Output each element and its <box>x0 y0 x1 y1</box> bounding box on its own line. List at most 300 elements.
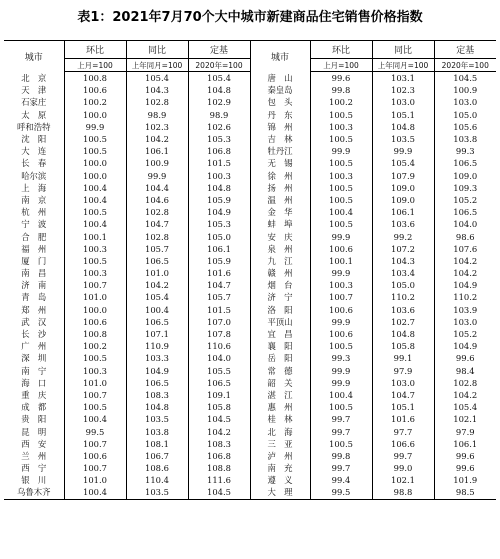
fixed-value-left: 106.8 <box>188 450 250 462</box>
table-row <box>4 401 496 413</box>
fixed-value-right: 103.9 <box>434 304 496 316</box>
fixed-value-left: 106.8 <box>188 145 250 157</box>
yoy-value-right: 105.1 <box>372 401 434 413</box>
table-row <box>4 328 496 340</box>
fixed-value-right: 99.3 <box>434 145 496 157</box>
fixed-value-right: 105.2 <box>434 328 496 340</box>
city-name-right: 湛 江 <box>250 389 310 401</box>
city-name-left: 兰 州 <box>21 450 47 461</box>
fixed-header-right: 定基 <box>434 41 496 59</box>
table-row <box>4 170 496 182</box>
city-name-right: 徐 州 <box>250 170 310 182</box>
table-row <box>4 194 496 206</box>
mom-subheader-right: 上月=100 <box>310 59 372 72</box>
mom-subheader-left: 上月=100 <box>64 59 126 72</box>
yoy-value-right: 106.6 <box>372 438 434 450</box>
yoy-value-right: 104.8 <box>372 328 434 340</box>
table-row <box>4 218 496 230</box>
mom-value-left: 100.4 <box>64 413 126 425</box>
yoy-value-left: 108.3 <box>126 389 188 401</box>
yoy-value-right: 103.6 <box>372 304 434 316</box>
city-name-left: 西 安 <box>21 438 47 449</box>
city-name-left: 南 宁 <box>21 365 47 376</box>
fixed-value-right: 102.1 <box>434 413 496 425</box>
fixed-subheader-right: 2020年=100 <box>434 59 496 72</box>
table-row <box>4 450 496 462</box>
yoy-header-right: 同比 <box>372 41 434 59</box>
fixed-value-left: 105.3 <box>188 133 250 145</box>
fixed-value-right: 98.4 <box>434 365 496 377</box>
table-row <box>4 145 496 157</box>
yoy-value-left: 105.4 <box>126 291 188 303</box>
city-name-left: 大 连 <box>21 146 47 157</box>
mom-value-left: 100.0 <box>64 170 126 182</box>
fixed-value-left: 105.0 <box>188 230 250 242</box>
fixed-value-left: 106.1 <box>188 243 250 255</box>
table-row <box>4 462 496 474</box>
yoy-value-right: 98.8 <box>372 486 434 499</box>
fixed-value-left: 101.5 <box>188 304 250 316</box>
yoy-value-right: 110.2 <box>372 291 434 303</box>
fixed-value-left: 105.8 <box>188 401 250 413</box>
table-row <box>4 182 496 194</box>
yoy-value-right: 103.0 <box>372 96 434 108</box>
city-name-left: 贵 阳 <box>21 414 47 425</box>
mom-value-right: 99.7 <box>310 462 372 474</box>
yoy-value-left: 104.4 <box>126 182 188 194</box>
city-name-left: 银 川 <box>21 475 47 486</box>
mom-value-left: 100.5 <box>64 255 126 267</box>
mom-value-right: 99.9 <box>310 365 372 377</box>
fixed-value-left: 105.7 <box>188 291 250 303</box>
mom-value-right: 100.6 <box>310 328 372 340</box>
fixed-value-right: 100.9 <box>434 84 496 96</box>
yoy-value-left: 106.7 <box>126 450 188 462</box>
yoy-value-left: 110.4 <box>126 474 188 486</box>
city-name-right: 韶 关 <box>250 377 310 389</box>
mom-value-left: 100.4 <box>64 182 126 194</box>
fixed-value-right: 106.5 <box>434 157 496 169</box>
mom-value-right: 100.5 <box>310 157 372 169</box>
mom-value-right: 99.9 <box>310 267 372 279</box>
city-name-right: 无 锡 <box>250 157 310 169</box>
city-name-left: 上 海 <box>21 182 47 193</box>
mom-value-right: 99.5 <box>310 486 372 499</box>
city-name-right: 三 亚 <box>250 438 310 450</box>
fixed-value-left: 108.3 <box>188 438 250 450</box>
fixed-value-right: 97.9 <box>434 425 496 437</box>
mom-value-left: 100.5 <box>64 352 126 364</box>
mom-value-left: 100.3 <box>64 243 126 255</box>
table-row <box>4 438 496 450</box>
city-name-left: 广 州 <box>21 341 47 352</box>
fixed-value-right: 103.0 <box>434 96 496 108</box>
fixed-value-right: 104.2 <box>434 255 496 267</box>
mom-value-right: 100.2 <box>310 96 372 108</box>
city-name-left: 厦 门 <box>21 255 47 266</box>
yoy-value-left: 105.4 <box>126 72 188 85</box>
fixed-value-left: 105.9 <box>188 194 250 206</box>
fixed-value-left: 104.7 <box>188 279 250 291</box>
yoy-value-right: 99.7 <box>372 450 434 462</box>
fixed-value-left: 105.9 <box>188 255 250 267</box>
mom-value-left: 100.5 <box>64 133 126 145</box>
fixed-value-right: 103.8 <box>434 133 496 145</box>
mom-value-left: 101.0 <box>64 474 126 486</box>
fixed-value-left: 104.8 <box>188 84 250 96</box>
yoy-value-right: 105.0 <box>372 279 434 291</box>
yoy-value-right: 109.0 <box>372 194 434 206</box>
yoy-value-right: 106.1 <box>372 206 434 218</box>
yoy-value-left: 105.7 <box>126 243 188 255</box>
mom-value-right: 100.5 <box>310 182 372 194</box>
mom-value-left: 99.9 <box>64 121 126 133</box>
fixed-value-left: 101.5 <box>188 157 250 169</box>
mom-value-right: 100.7 <box>310 291 372 303</box>
table-row <box>4 96 496 108</box>
fixed-value-right: 104.5 <box>434 72 496 85</box>
yoy-subheader-left: 上年同月=100 <box>126 59 188 72</box>
yoy-value-right: 99.1 <box>372 352 434 364</box>
yoy-value-left: 104.3 <box>126 84 188 96</box>
city-name-left: 沈 阳 <box>21 134 47 145</box>
city-name-right: 蚌 埠 <box>250 218 310 230</box>
fixed-value-left: 105.4 <box>188 72 250 85</box>
yoy-value-left: 102.8 <box>126 206 188 218</box>
fixed-value-right: 102.8 <box>434 377 496 389</box>
yoy-value-left: 103.5 <box>126 413 188 425</box>
mom-value-right: 99.4 <box>310 474 372 486</box>
city-name-right: 桂 林 <box>250 413 310 425</box>
mom-value-left: 100.1 <box>64 230 126 242</box>
city-name-right: 平顶山 <box>250 316 310 328</box>
city-name-left: 重 庆 <box>21 389 47 400</box>
fixed-value-left: 104.0 <box>188 352 250 364</box>
yoy-value-right: 104.7 <box>372 389 434 401</box>
fixed-value-right: 104.9 <box>434 279 496 291</box>
fixed-header-left: 定基 <box>188 41 250 59</box>
city-name-right: 大 理 <box>250 486 310 499</box>
mom-value-left: 100.5 <box>64 401 126 413</box>
yoy-value-left: 98.9 <box>126 109 188 121</box>
yoy-value-left: 102.3 <box>126 121 188 133</box>
fixed-value-left: 111.6 <box>188 474 250 486</box>
mom-value-right: 99.9 <box>310 230 372 242</box>
city-name-right: 锦 州 <box>250 121 310 133</box>
city-name-left: 南 昌 <box>21 268 47 279</box>
mom-value-right: 99.6 <box>310 72 372 85</box>
table-row <box>4 84 496 96</box>
fixed-value-left: 109.1 <box>188 389 250 401</box>
mom-header-left: 环比 <box>64 41 126 59</box>
yoy-value-left: 106.5 <box>126 377 188 389</box>
city-name-right: 泉 州 <box>250 243 310 255</box>
city-name-left: 昆 明 <box>21 426 47 437</box>
mom-value-right: 100.3 <box>310 170 372 182</box>
fixed-value-right: 107.6 <box>434 243 496 255</box>
fixed-value-right: 105.6 <box>434 121 496 133</box>
city-name-left: 武 汉 <box>21 316 47 327</box>
mom-value-right: 100.5 <box>310 340 372 352</box>
city-name-right: 吉 林 <box>250 133 310 145</box>
table-row <box>4 291 496 303</box>
price-index-table <box>4 40 496 500</box>
fixed-value-left: 108.8 <box>188 462 250 474</box>
yoy-value-right: 97.9 <box>372 365 434 377</box>
mom-value-right: 99.9 <box>310 316 372 328</box>
mom-value-left: 100.2 <box>64 96 126 108</box>
table-row <box>4 72 496 85</box>
city-name-right: 包 头 <box>250 96 310 108</box>
fixed-value-right: 98.6 <box>434 230 496 242</box>
fixed-value-left: 105.5 <box>188 365 250 377</box>
city-name-left: 太 原 <box>21 109 47 120</box>
fixed-value-left: 102.6 <box>188 121 250 133</box>
city-name-left: 石家庄 <box>21 97 47 108</box>
mom-value-left: 100.3 <box>64 365 126 377</box>
mom-value-left: 101.0 <box>64 291 126 303</box>
city-name-left: 深 圳 <box>21 353 47 364</box>
table-row <box>4 425 496 437</box>
table-row <box>4 133 496 145</box>
mom-value-left: 100.8 <box>64 72 126 85</box>
yoy-value-left: 104.7 <box>126 218 188 230</box>
yoy-value-left: 103.5 <box>126 486 188 499</box>
city-name-right: 赣 州 <box>250 267 310 279</box>
city-name-right: 牡丹江 <box>250 145 310 157</box>
mom-value-left: 100.0 <box>64 109 126 121</box>
mom-value-right: 99.8 <box>310 450 372 462</box>
mom-value-left: 100.5 <box>64 145 126 157</box>
mom-value-left: 101.0 <box>64 377 126 389</box>
fixed-value-left: 101.6 <box>188 267 250 279</box>
fixed-value-right: 104.0 <box>434 218 496 230</box>
city-name-left: 郑 州 <box>21 304 47 315</box>
mom-value-right: 100.4 <box>310 206 372 218</box>
fixed-value-right: 99.6 <box>434 450 496 462</box>
fixed-value-right: 101.9 <box>434 474 496 486</box>
table-row <box>4 109 496 121</box>
city-name-left: 天 津 <box>21 85 47 96</box>
city-name-left: 青 岛 <box>21 292 47 303</box>
mom-value-right: 99.7 <box>310 413 372 425</box>
mom-value-left: 100.7 <box>64 389 126 401</box>
yoy-value-left: 104.8 <box>126 401 188 413</box>
table-row <box>4 486 496 499</box>
mom-value-right: 99.7 <box>310 425 372 437</box>
mom-value-right: 100.6 <box>310 243 372 255</box>
city-name-right: 宜 昌 <box>250 328 310 340</box>
table-row <box>4 340 496 352</box>
yoy-value-left: 101.0 <box>126 267 188 279</box>
fixed-value-right: 104.9 <box>434 340 496 352</box>
city-name-left: 长 沙 <box>21 329 47 340</box>
city-name-left: 海 口 <box>21 377 47 388</box>
mom-value-right: 100.1 <box>310 255 372 267</box>
yoy-value-left: 102.8 <box>126 230 188 242</box>
table-row <box>4 121 496 133</box>
yoy-value-left: 100.9 <box>126 157 188 169</box>
fixed-value-right: 103.0 <box>434 316 496 328</box>
fixed-value-left: 104.2 <box>188 425 250 437</box>
fixed-value-right: 105.2 <box>434 194 496 206</box>
mom-value-right: 100.5 <box>310 401 372 413</box>
mom-value-right: 100.3 <box>310 279 372 291</box>
yoy-value-right: 103.6 <box>372 218 434 230</box>
yoy-value-right: 101.6 <box>372 413 434 425</box>
city-name-left: 合 肥 <box>21 231 47 242</box>
table-row <box>4 255 496 267</box>
mom-value-right: 100.4 <box>310 389 372 401</box>
mom-header-right: 环比 <box>310 41 372 59</box>
mom-value-right: 99.9 <box>310 377 372 389</box>
yoy-value-right: 99.2 <box>372 230 434 242</box>
yoy-value-right: 105.4 <box>372 157 434 169</box>
yoy-value-left: 103.8 <box>126 425 188 437</box>
city-name-right: 安 庆 <box>250 230 310 242</box>
fixed-value-left: 107.0 <box>188 316 250 328</box>
yoy-value-left: 102.8 <box>126 96 188 108</box>
fixed-value-right: 98.5 <box>434 486 496 499</box>
city-name-right: 洛 阳 <box>250 304 310 316</box>
yoy-value-right: 105.8 <box>372 340 434 352</box>
table-row <box>4 279 496 291</box>
table-row <box>4 206 496 218</box>
mom-value-right: 99.3 <box>310 352 372 364</box>
mom-value-left: 100.7 <box>64 438 126 450</box>
yoy-value-left: 104.2 <box>126 133 188 145</box>
city-name-right: 惠 州 <box>250 401 310 413</box>
yoy-value-left: 108.1 <box>126 438 188 450</box>
mom-value-right: 100.5 <box>310 109 372 121</box>
city-name-right: 秦皇岛 <box>250 84 310 96</box>
yoy-value-right: 103.0 <box>372 377 434 389</box>
city-name-right: 岳 阳 <box>250 352 310 364</box>
city-name-left: 乌鲁木齐 <box>17 487 51 498</box>
table-row <box>4 377 496 389</box>
city-name-right: 常 德 <box>250 365 310 377</box>
mom-value-left: 100.8 <box>64 328 126 340</box>
yoy-value-left: 110.9 <box>126 340 188 352</box>
fixed-value-right: 106.5 <box>434 206 496 218</box>
fixed-value-left: 100.3 <box>188 170 250 182</box>
fixed-value-right: 99.6 <box>434 352 496 364</box>
mom-value-right: 100.5 <box>310 438 372 450</box>
fixed-value-left: 102.9 <box>188 96 250 108</box>
table-row <box>4 352 496 364</box>
yoy-value-right: 99.0 <box>372 462 434 474</box>
fixed-value-right: 106.1 <box>434 438 496 450</box>
mom-value-left: 100.0 <box>64 157 126 169</box>
yoy-value-left: 106.1 <box>126 145 188 157</box>
city-name-left: 宁 波 <box>21 219 47 230</box>
yoy-value-right: 102.3 <box>372 84 434 96</box>
table-body <box>4 72 496 500</box>
fixed-value-left: 105.3 <box>188 218 250 230</box>
mom-value-right: 100.3 <box>310 121 372 133</box>
city-name-right: 扬 州 <box>250 182 310 194</box>
fixed-value-left: 104.8 <box>188 182 250 194</box>
mom-value-left: 100.4 <box>64 194 126 206</box>
yoy-value-left: 106.5 <box>126 255 188 267</box>
mom-value-right: 100.5 <box>310 218 372 230</box>
fixed-value-left: 104.5 <box>188 486 250 499</box>
city-name-right: 北 海 <box>250 425 310 437</box>
mom-value-left: 100.3 <box>64 267 126 279</box>
city-name-right: 温 州 <box>250 194 310 206</box>
city-name-right: 烟 台 <box>250 279 310 291</box>
yoy-value-right: 103.4 <box>372 267 434 279</box>
mom-value-left: 100.4 <box>64 218 126 230</box>
city-name-right: 丹 东 <box>250 109 310 121</box>
yoy-value-left: 106.5 <box>126 316 188 328</box>
city-name-left: 南 京 <box>21 194 47 205</box>
city-name-right: 金 华 <box>250 206 310 218</box>
yoy-value-right: 102.1 <box>372 474 434 486</box>
fixed-value-right: 110.2 <box>434 291 496 303</box>
table-row <box>4 243 496 255</box>
fixed-value-left: 106.5 <box>188 377 250 389</box>
table-row <box>4 304 496 316</box>
mom-value-left: 100.4 <box>64 486 126 499</box>
city-name-left: 福 州 <box>21 243 47 254</box>
mom-value-right: 99.8 <box>310 84 372 96</box>
fixed-value-left: 110.6 <box>188 340 250 352</box>
table-row <box>4 389 496 401</box>
fixed-value-right: 104.2 <box>434 267 496 279</box>
mom-value-left: 100.6 <box>64 84 126 96</box>
fixed-value-left: 107.8 <box>188 328 250 340</box>
fixed-value-right: 109.0 <box>434 170 496 182</box>
mom-value-left: 100.7 <box>64 462 126 474</box>
yoy-value-right: 109.0 <box>372 182 434 194</box>
yoy-value-right: 103.1 <box>372 72 434 85</box>
yoy-value-right: 107.2 <box>372 243 434 255</box>
mom-value-left: 100.5 <box>64 206 126 218</box>
mom-value-right: 99.9 <box>310 145 372 157</box>
table-row <box>4 474 496 486</box>
fixed-value-left: 104.5 <box>188 413 250 425</box>
city-name-right: 济 宁 <box>250 291 310 303</box>
mom-value-right: 100.5 <box>310 194 372 206</box>
yoy-value-right: 104.3 <box>372 255 434 267</box>
yoy-value-right: 107.9 <box>372 170 434 182</box>
yoy-value-right: 105.1 <box>372 109 434 121</box>
yoy-value-left: 104.9 <box>126 365 188 377</box>
yoy-value-left: 103.3 <box>126 352 188 364</box>
city-name-left: 济 南 <box>21 280 47 291</box>
fixed-subheader-left: 2020年=100 <box>188 59 250 72</box>
mom-value-left: 100.6 <box>64 316 126 328</box>
mom-value-right: 100.6 <box>310 304 372 316</box>
city-name-left: 成 都 <box>21 402 47 413</box>
yoy-value-left: 99.9 <box>126 170 188 182</box>
header-row <box>4 41 496 59</box>
yoy-value-right: 104.8 <box>372 121 434 133</box>
yoy-subheader-right: 上年同月=100 <box>372 59 434 72</box>
yoy-value-left: 107.1 <box>126 328 188 340</box>
fixed-value-right: 104.2 <box>434 389 496 401</box>
mom-value-left: 100.0 <box>64 304 126 316</box>
yoy-value-right: 102.7 <box>372 316 434 328</box>
table-row <box>4 267 496 279</box>
fixed-value-right: 99.6 <box>434 462 496 474</box>
mom-value-left: 100.7 <box>64 279 126 291</box>
city-name-left: 杭 州 <box>21 207 47 218</box>
fixed-value-left: 98.9 <box>188 109 250 121</box>
table-title: 表1：2021年7月70个大中城市新建商品住宅销售价格指数 <box>77 10 423 25</box>
yoy-value-right: 97.7 <box>372 425 434 437</box>
